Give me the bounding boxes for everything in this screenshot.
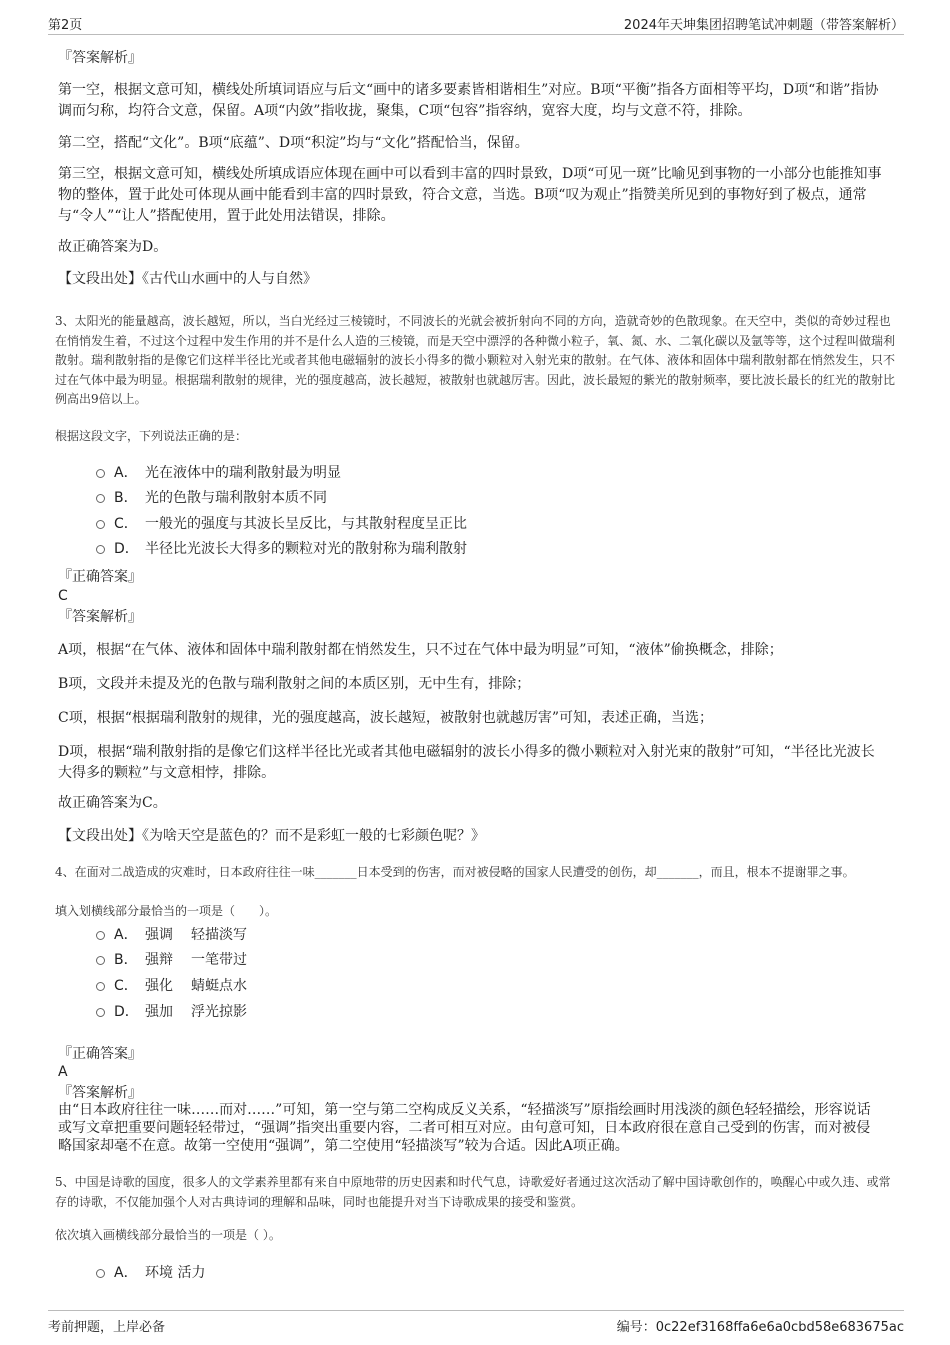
option-c[interactable] (96, 514, 467, 534)
radio-button-icon[interactable] (96, 545, 105, 554)
analysis-conclusion: 故正确答案为D。 (58, 239, 168, 255)
question-5-prompt: 依次填入画横线部分最恰当的一项是（ ）。 (55, 1228, 281, 1242)
option-a[interactable] (96, 1263, 205, 1283)
option-d[interactable] (96, 1002, 247, 1022)
radio-button-icon[interactable] (96, 1269, 105, 1278)
option-text: 半径比光波长大得多的颗粒对光的散射称为瑞利散射 (145, 541, 467, 557)
page-header (48, 12, 904, 35)
option-word-1: 强辩 (145, 952, 173, 968)
option-word-1: 强化 (145, 978, 173, 994)
option-key: A． (114, 927, 138, 943)
option-key: D． (114, 1004, 139, 1020)
analysis-paragraph: 第二空，搭配“文化”。B项“底蕴”、D项“积淀”均与“文化”搭配恰当，保留。 (58, 135, 529, 151)
option-b[interactable] (96, 950, 247, 970)
option-key: A． (114, 465, 138, 481)
option-word-2: 轻描淡写 (191, 927, 247, 943)
analysis-conclusion: 故正确答案为C。 (58, 795, 167, 811)
option-word-2: 一笔带过 (191, 952, 247, 968)
question-3-prompt: 根据这段文字，下列说法正确的是： (55, 429, 248, 443)
option-key: C． (114, 516, 138, 532)
question-4-passage: 4、在面对二战造成的灾难时，日本政府往往一味_______日本受到的伤害，而对被侵略的国家人民遭受的创伤，却_______，而且，根本不提谢罪之事。 (55, 865, 855, 879)
correct-answer-label: 『正确答案』 (58, 569, 142, 585)
source-citation: 【文段出处】《古代山水画中的人与自然》 (58, 271, 317, 287)
option-key: A． (114, 1265, 138, 1281)
correct-answer: C (58, 588, 68, 604)
option-word-1: 强调 (145, 927, 173, 943)
analysis-label: 『答案解析』 (58, 50, 142, 66)
question-5-passage: 5、中国是诗歌的国度，很多人的文学素养里都有来自中原地带的历史因素和时代气息，诗歌爱好者通过这次活动了解中国诗歌创作的，唤醒心中或久违、或常存的诗歌，不仅能加强个人对古典诗词的理解和品味，同时也能提升对当下诗歌成果的接受和鉴赏。 (55, 1175, 891, 1209)
option-word-2: 蜻蜓点水 (191, 978, 247, 994)
footer-slogan: 考前押题，上岸必备 (48, 1320, 166, 1335)
question-4-prompt: 填入划横线部分最恰当的一项是（ ）。 (55, 904, 278, 918)
correct-answer-label: 『正确答案』 (58, 1046, 142, 1062)
radio-button-icon[interactable] (96, 1008, 105, 1017)
option-key: B． (114, 952, 138, 968)
document-serial: 编号：0c22ef3168ffa6e6a0cbd58e683675ac (616, 1320, 904, 1335)
source-citation: 【文段出处】《为啥天空是蓝色的？而不是彩虹一般的七彩颜色呢？》 (58, 828, 485, 844)
option-text: 光的色散与瑞利散射本质不同 (145, 490, 327, 506)
option-a[interactable] (96, 925, 247, 945)
analysis-paragraph: D项，根据“瑞利散射指的是像它们这样半径比光或者其他电磁辐射的波长小得多的微小颗粒对入射光束的散射”可知，“半径比光波长大得多的颗粒”与文意相悖，排除。 (58, 744, 875, 781)
analysis-paragraph: A项，根据“在气体、液体和固体中瑞利散射都在悄然发生，只不过在气体中最为明显”可知，“液体”偷换概念，排除； (58, 642, 783, 658)
option-key: C． (114, 978, 138, 994)
option-word-2: 浮光掠影 (191, 1004, 247, 1020)
analysis-label: 『答案解析』 (58, 1085, 142, 1101)
option-word-1: 强加 (145, 1004, 173, 1020)
correct-answer: A (58, 1064, 68, 1080)
analysis-paragraph: 第三空，根据文意可知，横线处所填成语应体现在画中可以看到丰富的四时景致，D项“可见一斑”比喻见到事物的一小部分也能推知事物的整体，置于此处可体现从画中能看到丰富的四时景致，符合文意，当选。B项“叹为观止”指赞美所见到的事物好到了极点，通常与“令人”“让人”搭配使用，置于此处用法错误，排除。 (58, 166, 882, 224)
analysis-paragraph: B项，文段并未提及光的色散与瑞利散射之间的本质区别，无中生有，排除； (58, 676, 531, 692)
page-footer (48, 1310, 904, 1335)
option-text: 光在液体中的瑞利散射最为明显 (145, 465, 341, 481)
radio-button-icon[interactable] (96, 469, 105, 478)
analysis-label: 『答案解析』 (58, 609, 142, 625)
radio-button-icon[interactable] (96, 520, 105, 529)
analysis-paragraph: 由“日本政府往往一味……而对……”可知，第一空与第二空构成反义关系，“轻描淡写”原指绘画时用浅淡的颜色轻轻描绘，形容说话或写文章把重要问题轻轻带过，“强调”指突出重要内容，二者可相互对应。由句意可知，日本政府很在意自己受到的伤害，而对被侵略国家却毫不在意。故第一空使用“强调”，第二空使用“轻描淡写”较为合适。因此A项正确。 (58, 1102, 871, 1154)
radio-button-icon[interactable] (96, 494, 105, 503)
option-c[interactable] (96, 976, 247, 996)
analysis-paragraph: C项，根据“根据瑞利散射的规律，光的强度越高，波长越短，被散射也就越厉害”可知，表述正确，当选； (58, 710, 714, 726)
option-text: 一般光的强度与其波长呈反比，与其散射程度呈正比 (145, 516, 467, 532)
question-3-passage: 3、太阳光的能量越高，波长越短，所以，当白光经过三棱镜时，不同波长的光就会被折射向不同的方向，造就奇妙的色散现象。在天空中，类似的奇妙过程也在悄悄发生着，不过这个过程中发生作用的并不是什么人造的三棱镜，而是天空中漂浮的各种微小粒子，氧、氮、水、二氧化碳以及氩等等，这个过程叫做瑞利散射。瑞利散射指的是像它们这样半径比光或者其他电磁辐射的波长小得多的微小颗粒对入射光束的散射。在气体、液体和固体中瑞利散射都在悄然发生，只不过在气体中最为明显。根据瑞利散射的规律，光的强度越高，波长越短，被散射也就越厉害。因此，波长最短的紫光的散射频率，要比波长最长的红光的散射比例高出9倍以上。 (55, 314, 896, 406)
analysis-paragraph: 第一空，根据文意可知，横线处所填词语应与后文“画中的诸多要素皆相谐相生”对应。B项“平衡”指各方面相等平均，D项“和谐”指协调而匀称，均符合文意，保留。A项“内敛”指收拢，聚集，C项“包容”指容纳，宽容大度，均与文意不符，排除。 (58, 82, 879, 119)
option-a[interactable] (96, 463, 341, 483)
radio-button-icon[interactable] (96, 931, 105, 940)
radio-button-icon[interactable] (96, 982, 105, 991)
option-key: B． (114, 490, 138, 506)
option-key: D． (114, 541, 139, 557)
radio-button-icon[interactable] (96, 956, 105, 965)
page-number: 第2页 (48, 18, 83, 33)
option-b[interactable] (96, 488, 327, 508)
document-title: 2024年天坤集团招聘笔试冲刺题（带答案解析） (623, 18, 904, 33)
option-d[interactable] (96, 539, 467, 559)
option-text: 环境 活力 (145, 1265, 206, 1281)
